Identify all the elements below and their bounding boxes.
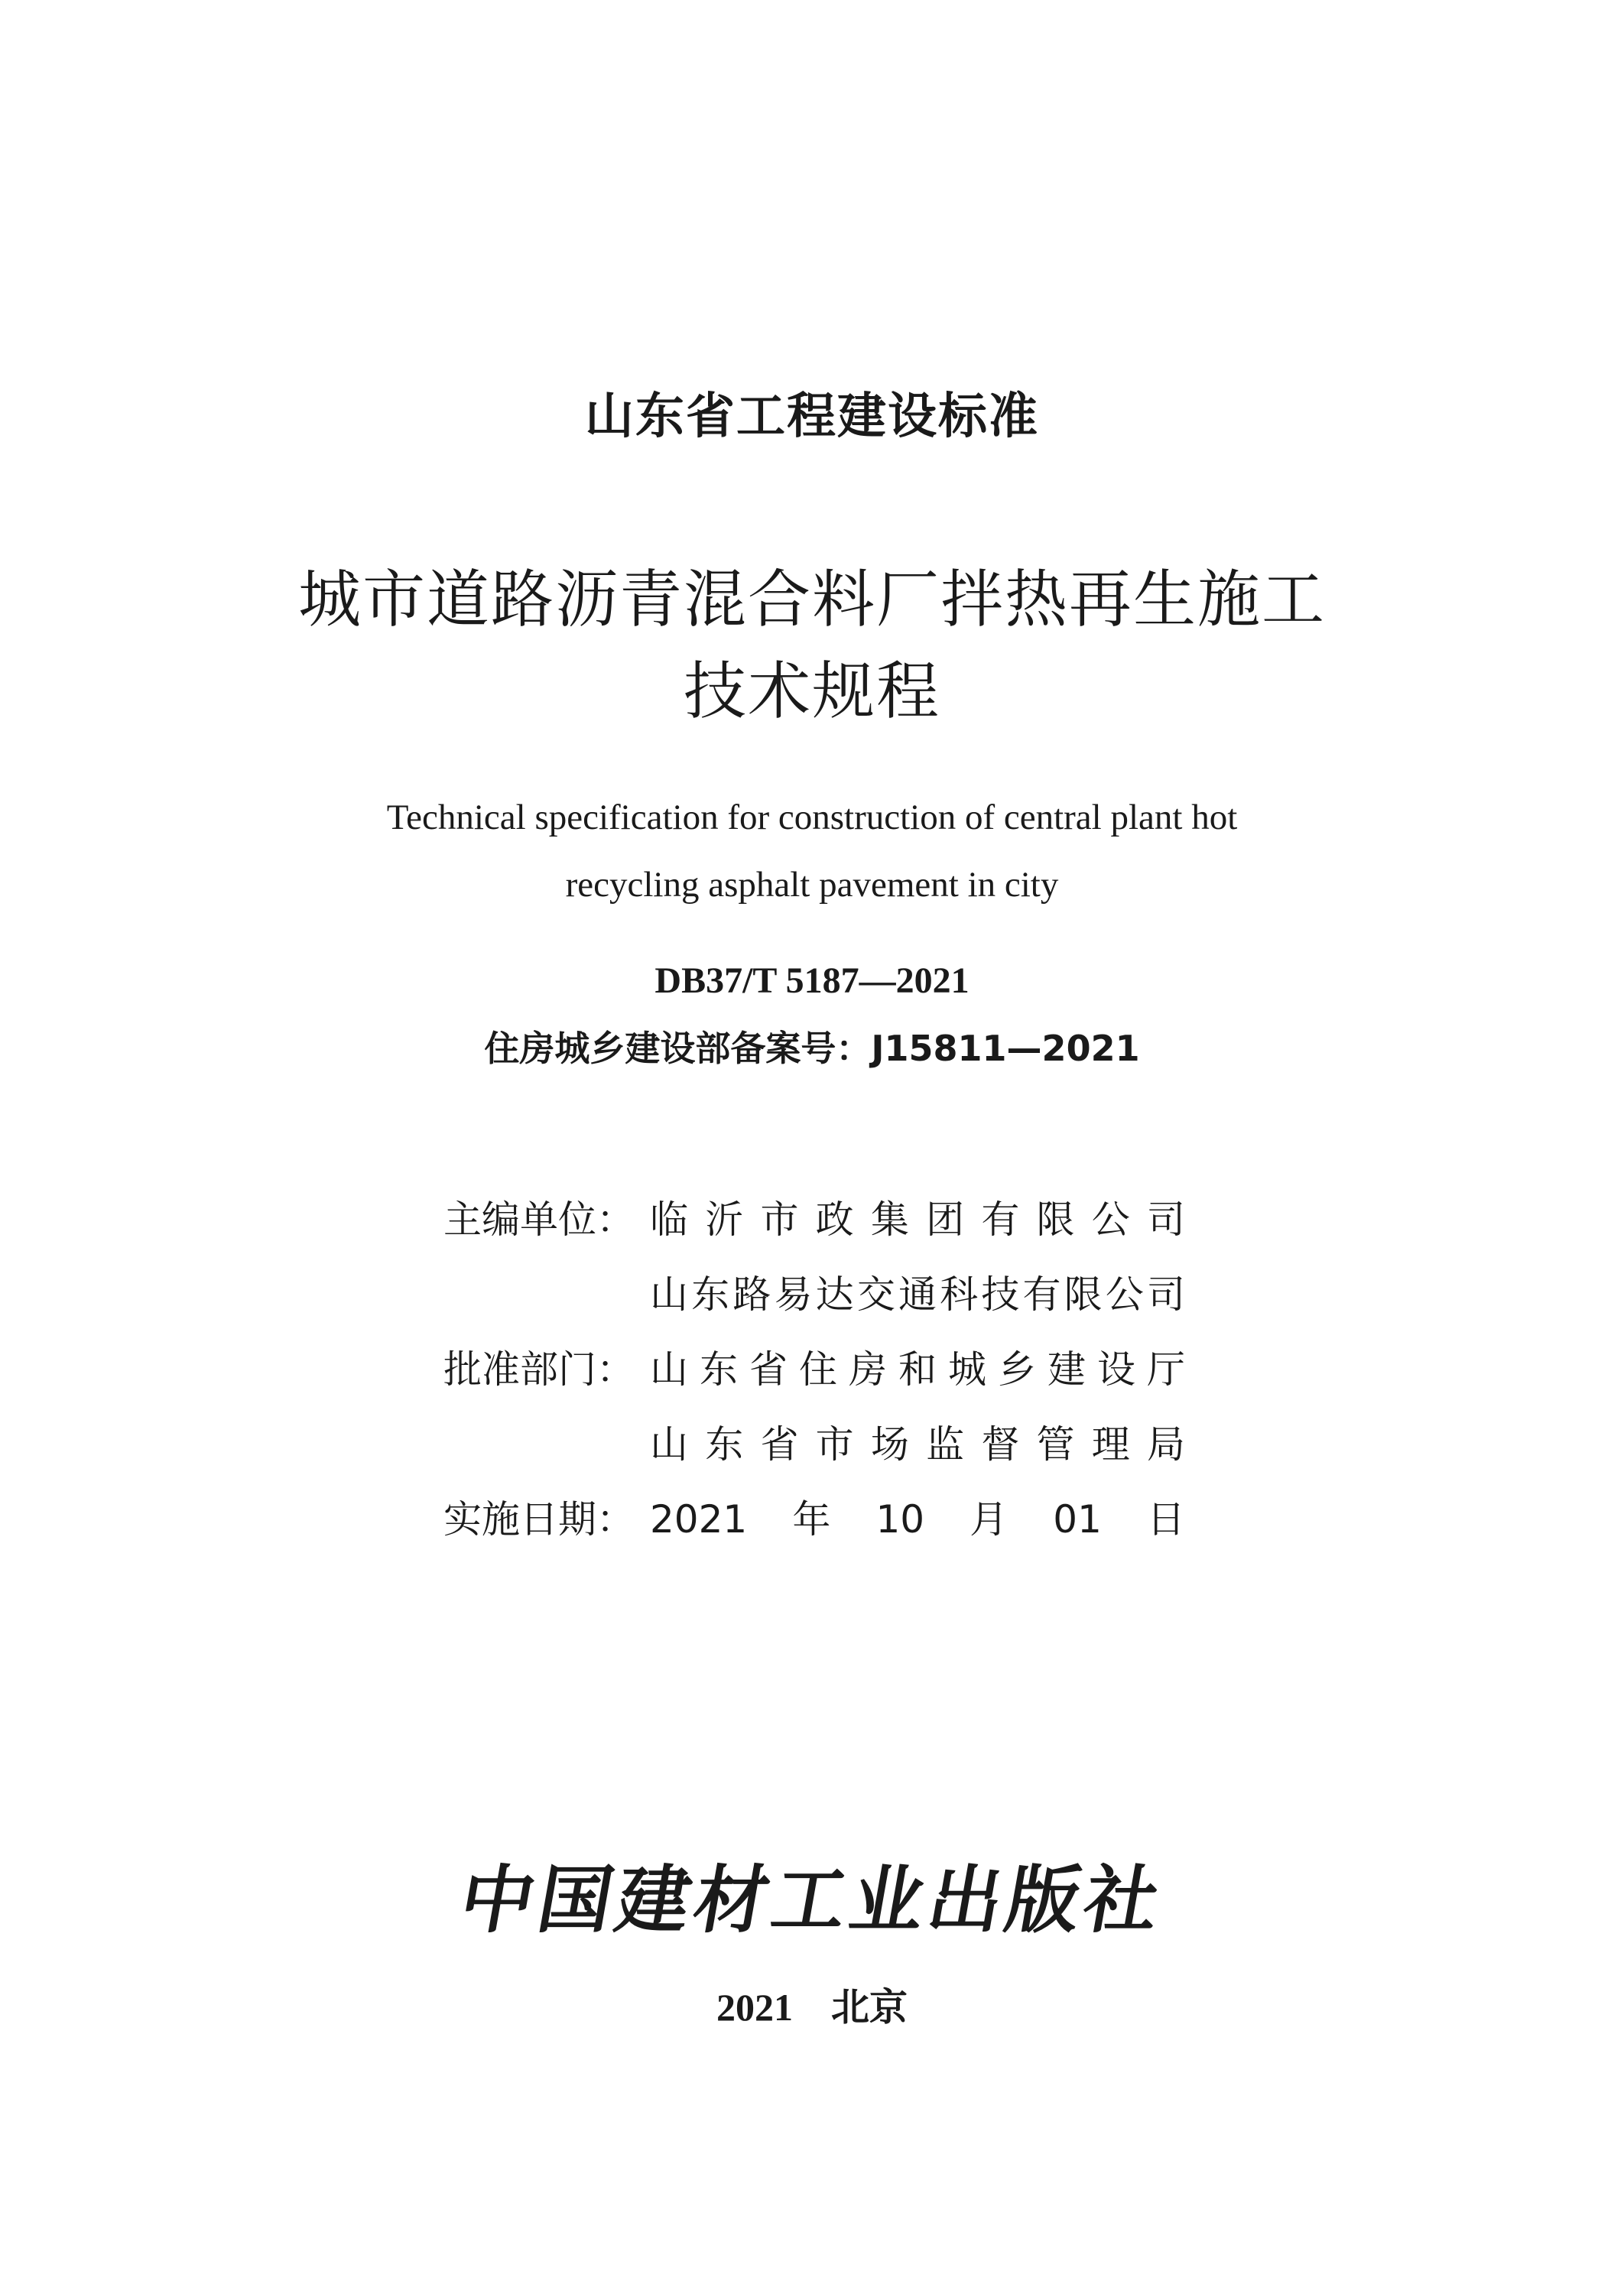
approval-dept-1: 山东省住房和城乡建设厅 [650,1347,1185,1392]
editor-values [650,1189,1185,1339]
publisher-logo [0,1850,1624,1950]
title-chinese-line-1: 城市道路沥青混合料厂拌热再生施工 [297,564,1326,636]
date-row [443,1489,1208,1564]
title-chinese [0,554,1624,738]
publisher-logo-text: 中国建材工业出版社 [453,1857,1171,1943]
title-chinese-line-2: 技术规程 [683,655,940,728]
editor-unit-2: 山东路易达交通科技有限公司 [650,1272,1185,1317]
implementation-date: 2021年10月01日 [650,1497,1185,1542]
series-heading: 山东省工程建设标准 [585,388,1039,445]
title-english [0,784,1624,918]
approval-row [443,1339,1208,1489]
date-label: 实施日期： [443,1497,635,1542]
record-number: 住房城乡建设部备案号：J15811—2021 [484,1028,1140,1069]
approval-values [650,1339,1185,1489]
imprint-year: 2021 [716,1986,793,2029]
title-english-line-1: Technical specification for construction of central plant hot [386,798,1238,837]
editor-label: 主编单位： [443,1197,635,1242]
info-block [443,1189,1208,1564]
approval-dept-2: 山东省市场监督管理局 [650,1422,1185,1467]
editor-unit-1: 临沂市政集团有限公司 [650,1197,1185,1242]
imprint-city: 北京 [831,1985,908,2029]
title-english-line-2: recycling asphalt pavement in city [565,865,1059,905]
editor-row [443,1189,1208,1339]
approval-label: 批准部门： [443,1347,635,1392]
standard-code: DB37/T 5187—2021 [654,960,970,1001]
date-values [650,1489,1185,1564]
imprint [0,1980,1624,2034]
